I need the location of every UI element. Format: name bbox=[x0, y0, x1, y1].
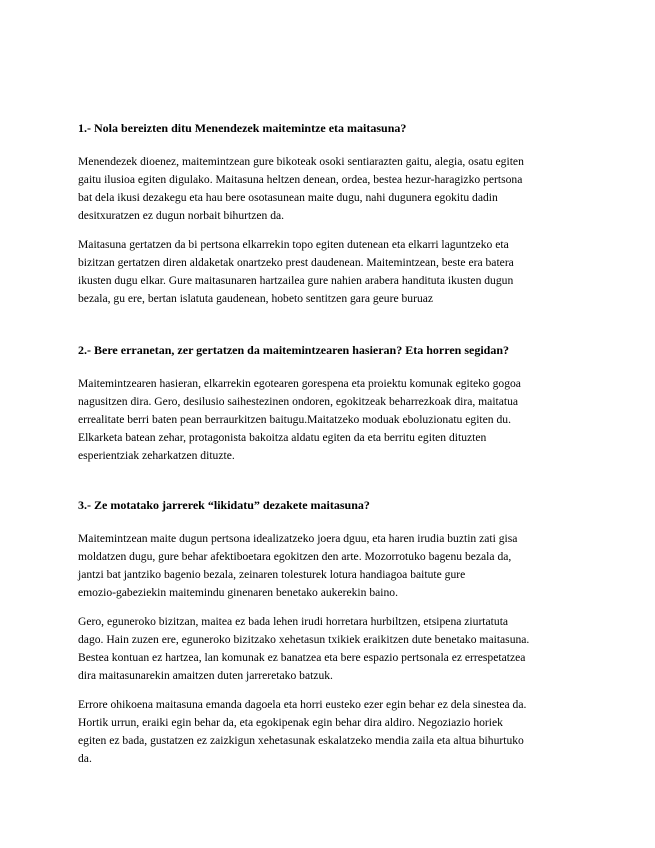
question-3-heading: 3.- Ze motatako jarrerek “likidatu” dezakete maitasuna? bbox=[78, 498, 370, 512]
question-1-heading: 1.- Nola bereizten ditu Menendezek maitemintze eta maitasuna? bbox=[78, 121, 407, 135]
text-line: Menendezek dioenez, maitemintzean gure bikoteak osoki sentiarazten gaitu, alegia, osatu egiten bbox=[78, 155, 524, 168]
text-line: Gero, eguneroko bizitzan, maitea ez bada lehen irudi horretara hurbiltzen, etsipena ziurtatuta bbox=[78, 615, 509, 628]
text-line: da. bbox=[78, 752, 92, 765]
text-line: bat dela ikusi dezakegu eta hau bere osotasunean maite dugu, nahi dugunera egokitu dadin bbox=[78, 191, 498, 204]
question-2-heading: 2.- Bere erranetan, zer gertatzen da maitemintzearen hasieran? Eta horren segidan? bbox=[78, 343, 510, 357]
text-line: desitxuratzen ez dugun norbait bihurtzen da. bbox=[78, 209, 285, 222]
section-1-paragraph-2 bbox=[78, 236, 578, 308]
text-line: Maitemintzean maite dugun pertsona idealizatzeko joera dguu, eta haren irudia buztin zati gisa bbox=[78, 532, 518, 545]
text-line: Maitasuna gertatzen da bi pertsona elkarrekin topo egiten dutenean eta elkarri laguntzeko eta bbox=[78, 238, 509, 251]
section-3 bbox=[78, 497, 578, 779]
text-line: emozio-gabeziekin maitemindu ginenaren benetako aukerekin baino. bbox=[78, 586, 398, 599]
text-line: esperientziak zeharkatzen dituzte. bbox=[78, 449, 235, 462]
text-line: jantzi bat jantziko bagenio bezala, zeinaren tolesturek lotura handiagoa baitute gure bbox=[78, 568, 466, 581]
text-line: Maitemintzearen hasieran, elkarrekin egotearen gorespena eta proiektu komunak egiteko gogoa bbox=[78, 377, 521, 390]
section-2-paragraph-1 bbox=[78, 375, 578, 465]
text-line: errealitate berri baten pean berraurkitzen baitugu.Maitatzeko moduak eboluzionatu egiten du. bbox=[78, 413, 511, 426]
text-line: Hortik urrun, eraiki egin behar da, eta egokipenak egin behar dira aldiro. Negoziazio horiek bbox=[78, 716, 503, 729]
text-line: bezala, gu ere, bertan islatuta gaudenean, hobeto sentitzen gara geure buruaz bbox=[78, 292, 434, 305]
text-line: egiten ez bada, gustatzen ez zaizkigun xehetasunak eskalatzeko mendia zaila eta altua bihurtuko bbox=[78, 734, 524, 747]
text-line: nagusitzen dira. Gero, desilusio saihestezinen ondoren, egokitzeak beharrezkoak dira, maitatua bbox=[78, 395, 519, 408]
section-3-paragraph-1 bbox=[78, 530, 578, 602]
text-line: Elkarketa batean zehar, protagonista bakoitza aldatu egiten da eta berritu egiten dituzten bbox=[78, 431, 487, 444]
text-line: gaitu ilusioa egiten digulako. Maitasuna heltzen denean, ordea, bestea hezur-haragizko pertsona bbox=[78, 173, 523, 186]
section-1 bbox=[78, 120, 578, 319]
section-1-paragraph-1 bbox=[78, 153, 578, 225]
text-line: moldatzen dugu, gure behar afektiboetara egokitzen den arte. Mozorrotuko bagenu bezala da, bbox=[78, 550, 512, 563]
text-line: ikusten dugu elkar. Gure maitasunaren hartzailea gure nahien arabera handituta ikusten dugun bbox=[78, 274, 514, 287]
text-line: dago. Hain zuzen ere, eguneroko bizitzako xehetasun txikiek eraikitzen dute benetako maitasuna. bbox=[78, 633, 530, 646]
section-2 bbox=[78, 342, 578, 476]
text-line: dira maitasunarekin amaitzen duten jarreretako batzuk. bbox=[78, 669, 333, 682]
section-3-paragraph-3 bbox=[78, 696, 578, 768]
text-line: bizitzan gertatzen diren aldaketak onartzeko prest daudenean. Maitemintzean, beste era batera bbox=[78, 256, 514, 269]
section-3-paragraph-2 bbox=[78, 613, 578, 685]
text-line: Bestea kontuan ez hartzea, lan komunak ez banatzea eta bere espazio pertsonala ez errespetatzea bbox=[78, 651, 526, 664]
text-line: Errore ohikoena maitasuna emanda dagoela eta horri eusteko ezer egin behar ez dela sinestea da. bbox=[78, 698, 527, 711]
